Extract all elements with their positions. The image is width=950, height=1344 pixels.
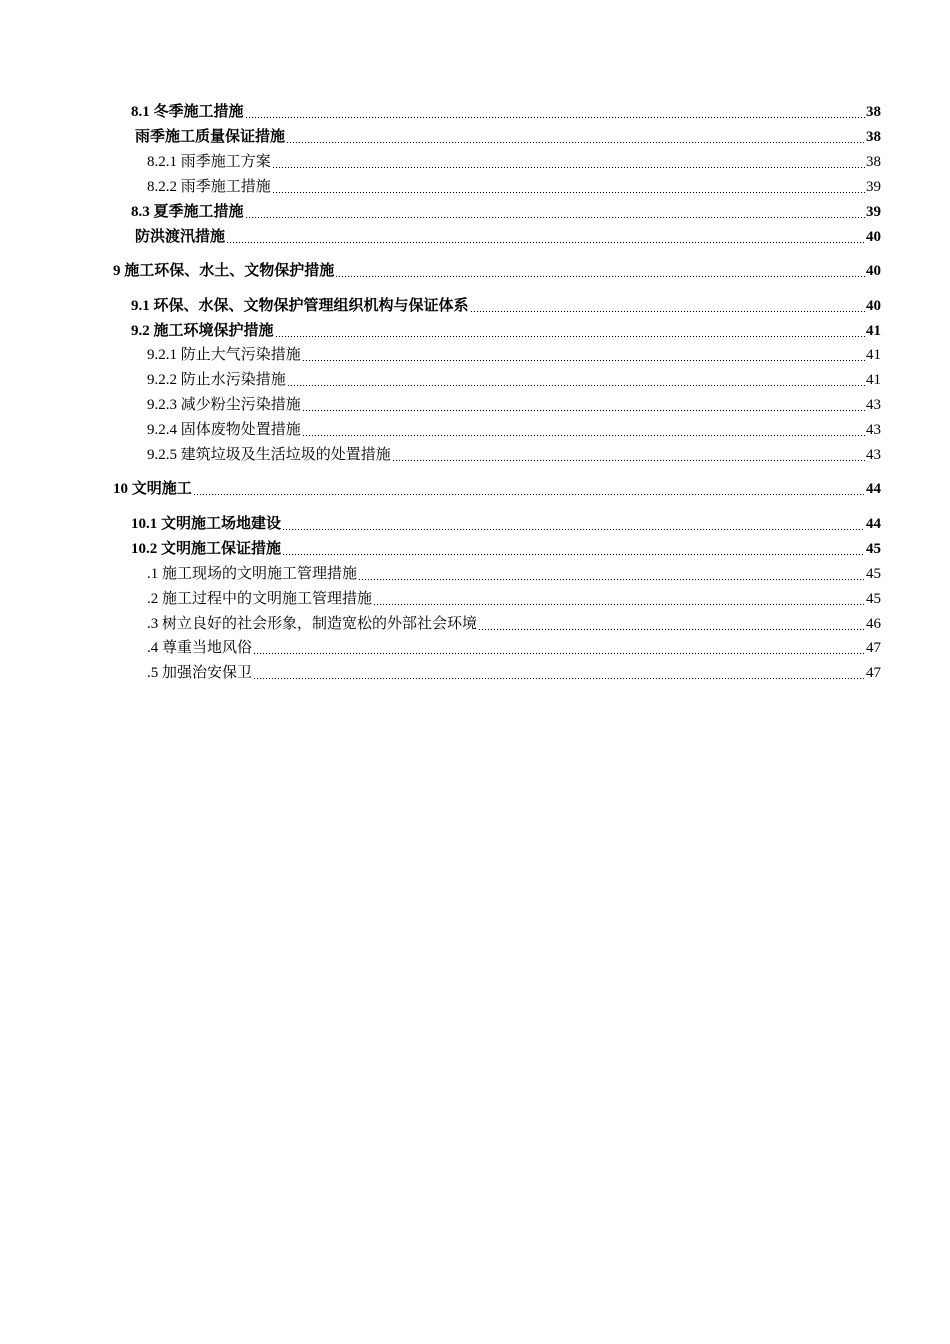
- dot-leader: [470, 311, 865, 312]
- toc-entry-label: 雨季施工质量保证措施: [135, 129, 286, 145]
- dot-leader: [287, 385, 865, 386]
- toc-entry-label: 10.2 文明施工保证措施: [131, 541, 282, 557]
- toc-entry-label: 9.2.2 防止水污染措施: [147, 372, 286, 388]
- toc-entry-label: .3 树立良好的社会形象，制造宽松的外部社会环境: [147, 616, 478, 632]
- toc-entry-page: 43: [866, 422, 881, 438]
- dot-leader: [275, 336, 865, 337]
- toc-entry-page: 45: [866, 591, 881, 607]
- toc-entry-9-2-1[interactable]: [147, 344, 881, 366]
- toc-entry-label: 9.2.1 防止大气污染措施: [147, 347, 301, 363]
- dot-leader: [253, 653, 865, 654]
- toc-entry-label: .2 施工过程中的文明施工管理措施: [147, 591, 373, 607]
- dot-leader: [373, 604, 865, 605]
- toc-entry-10-2[interactable]: [131, 538, 881, 560]
- toc-entry-9-2-2[interactable]: [147, 369, 881, 391]
- toc-entry-10[interactable]: [113, 478, 881, 500]
- toc-entry-page: 46: [866, 616, 881, 632]
- toc-entry-label: .1 施工现场的文明施工管理措施: [147, 566, 358, 582]
- toc-entry-9[interactable]: [113, 260, 881, 282]
- toc-entry-10-2-1[interactable]: [147, 563, 881, 585]
- toc-entry-label: 8.3 夏季施工措施: [131, 204, 244, 220]
- toc-entry-10-1[interactable]: [131, 513, 881, 535]
- toc-entry-page: 39: [866, 179, 881, 195]
- dot-leader: [335, 276, 865, 277]
- toc-entry-8-3[interactable]: [131, 201, 881, 223]
- toc-entry-label: 9.2.5 建筑垃圾及生活垃圾的处置措施: [147, 447, 391, 463]
- toc-entry-label: 10.1 文明施工场地建设: [131, 516, 282, 532]
- toc-entry-label: 9.2 施工环境保护措施: [131, 323, 274, 339]
- toc-entry-page: 45: [866, 541, 881, 557]
- dot-leader: [302, 360, 865, 361]
- dot-leader: [193, 494, 865, 495]
- toc-entry-label: 8.1 冬季施工措施: [131, 104, 244, 120]
- toc-entry-10-2-4[interactable]: [147, 637, 881, 659]
- toc-entry-page: 41: [866, 323, 881, 339]
- toc-entry-9-2-3[interactable]: [147, 394, 881, 416]
- dot-leader: [302, 435, 865, 436]
- toc-entry-rainy-season-quality[interactable]: [135, 126, 881, 148]
- toc-entry-9-2-4[interactable]: [147, 419, 881, 441]
- toc-entry-label: 防洪渡汛措施: [135, 229, 226, 245]
- toc-entry-8-2-1[interactable]: [147, 151, 881, 173]
- toc-entry-label: 8.2.1 雨季施工方案: [147, 154, 271, 170]
- dot-leader: [282, 529, 865, 530]
- toc-entry-page: 39: [866, 204, 881, 220]
- toc-entry-page: 41: [866, 372, 881, 388]
- toc-entry-page: 41: [866, 347, 881, 363]
- toc-entry-flood-control[interactable]: [135, 226, 881, 248]
- toc-entry-10-2-5[interactable]: [147, 662, 881, 684]
- toc-entry-10-2-3[interactable]: [147, 613, 881, 635]
- toc-entry-label: 9 施工环保、水土、文物保护措施: [113, 263, 335, 279]
- toc-entry-label: 9.2.4 固体废物处置措施: [147, 422, 301, 438]
- toc-entry-9-2-5[interactable]: [147, 444, 881, 466]
- toc-entry-page: 47: [866, 640, 881, 656]
- dot-leader: [282, 554, 865, 555]
- dot-leader: [272, 192, 865, 193]
- toc-entry-page: 40: [866, 229, 881, 245]
- toc-entry-page: 44: [866, 516, 881, 532]
- dot-leader: [272, 167, 865, 168]
- toc-entry-page: 38: [866, 154, 881, 170]
- dot-leader: [392, 460, 865, 461]
- toc-entry-page: 40: [866, 298, 881, 314]
- toc-entry-label: .4 尊重当地风俗: [147, 640, 253, 656]
- dot-leader: [245, 117, 865, 118]
- toc-entry-label: 9.1 环保、水保、文物保护管理组织机构与保证体系: [131, 298, 469, 314]
- toc-entry-page: 43: [866, 447, 881, 463]
- dot-leader: [226, 242, 865, 243]
- dot-leader: [245, 217, 865, 218]
- toc-entry-page: 44: [866, 481, 881, 497]
- toc-entry-9-2[interactable]: [131, 320, 881, 342]
- toc-entry-8-1[interactable]: [131, 101, 881, 123]
- toc-entry-8-2-2[interactable]: [147, 176, 881, 198]
- toc-entry-page: 43: [866, 397, 881, 413]
- dot-leader: [253, 678, 865, 679]
- toc-entry-label: 8.2.2 雨季施工措施: [147, 179, 271, 195]
- toc-entry-label: .5 加强治安保卫: [147, 665, 253, 681]
- dot-leader: [358, 579, 865, 580]
- toc-entry-page: 47: [866, 665, 881, 681]
- toc-entry-page: 45: [866, 566, 881, 582]
- toc-entry-9-1[interactable]: [131, 295, 881, 317]
- dot-leader: [478, 629, 865, 630]
- toc-entry-page: 38: [866, 129, 881, 145]
- dot-leader: [302, 410, 865, 411]
- toc-entry-label: 10 文明施工: [113, 481, 192, 497]
- toc-entry-10-2-2[interactable]: [147, 588, 881, 610]
- toc-entry-page: 38: [866, 104, 881, 120]
- toc-entry-label: 9.2.3 减少粉尘污染措施: [147, 397, 301, 413]
- dot-leader: [286, 142, 865, 143]
- toc-entry-page: 40: [866, 263, 881, 279]
